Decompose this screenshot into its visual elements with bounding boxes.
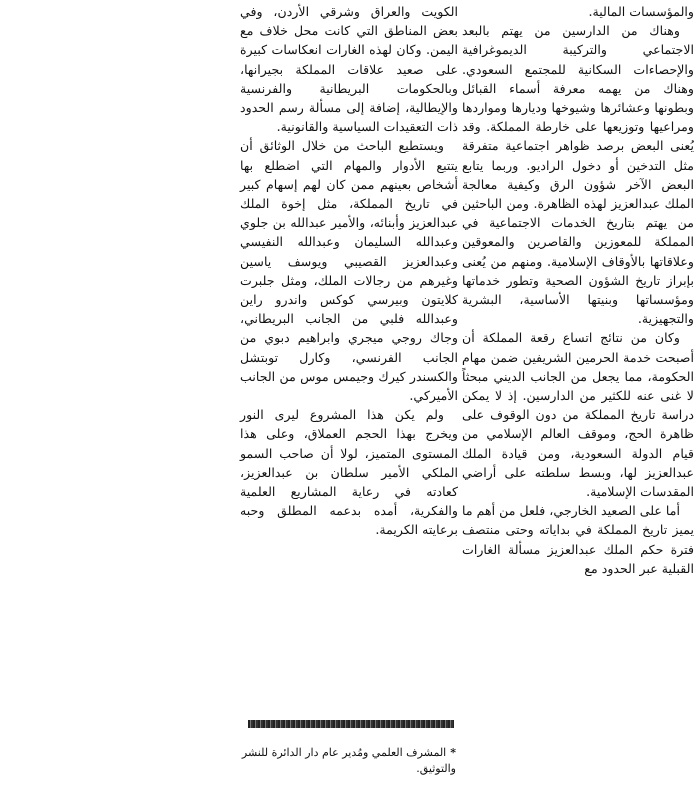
paragraph: والمؤسسات المالية.	[588, 4, 694, 19]
paragraph: ولم يكن هذا المشروع ليرى النور ويخرج بهذا الحجم العملاق، وعلى هذا المستوى المتميز، لولا أن صاحب السمو الملكي الأمير سلطان بن عبدالعزيز، كعادته في رعاية المشاريع العلمية والفكرية، أمده بدعمه المطلق وحبه برعايته الكريمة.	[240, 407, 458, 538]
paragraph: أما على الصعيد الخارجي، فلعل من أهم ما يميز تاريخ المملكة في بداياته وحتى منتصف فترة حكم الملك عبدالعزيز مسألة الغارات القبلية عبر الحدود مع	[462, 503, 694, 576]
paragraph: ويستطيع الباحث من خلال الوثائق أن يتتبع الأدوار والمهام التي اضطلع بها أشخاص بعينهم ممن كان لهم إسهام كبير في تاريخ المملكة، مثل إخوة الملك عبدالعزيز وأبنائه، والأمير عبدالله بن جلوي وعبدالله السليمان وعبدالله النفيسي وعبدالعزيز القصيبي ويوسف ياسين وغيرهم من رجالات الملك، ومثل جلبرت كلايتون وبيرسي كوكس واندرو راين وعبدالله فلبي من الجانب البريطاني، وجاك روجي ميجري وابراهيم دبوي من الجانب الفرنسي، وكارل توبتشل والكسندر كيرك وجيمس موس من الجانب الأميركي.	[240, 138, 458, 404]
paragraph: الكويت والعراق وشرقي الأردن، وفي بعض المناطق التي كانت محل خلاف مع اليمن. وكان لهذه الغارات انعكاسات كبيرة على صعيد علاقات المملكة بجيرانها، وبالحكومات البريطانية والفرنسية والإيطالية، إضافة إلى مسألة رسم الحدود ذات التعقيدات السياسية والقانونية.	[240, 4, 458, 135]
article-column-right	[462, 2, 694, 578]
footnote-divider-bar	[248, 720, 454, 728]
footnote-marker: *	[450, 746, 456, 759]
author-footnote	[240, 745, 456, 777]
footnote-text: المشرف العلمي ومُدير عام دار الدائرة للنشر والتوثيق.	[241, 746, 456, 775]
paragraph: وكان من نتائج اتساع رقعة المملكة أن أصبحت خدمة الحرمين الشريفين ضمن مهام الحكومة، مما يجعل من الجانب الديني مبحثاً لا غنى عنه للكثير من الدارسين. إذ لا يمكن دراسة تاريخ المملكة من دون الوقوف على ظاهرة الحج، وموقف العالم الإسلامي من قيام الدولة السعودية، ومن قيادة الملك عبدالعزيز لها، وبسط سلطته على أراضي المقدسات الإسلامية.	[462, 330, 694, 500]
article-column-left	[240, 2, 458, 540]
paragraph: وهناك من الدارسين من يهتم بالبعد الاجتماعي والتركيبة الديموغرافية والإحصاءات السكانية للمجتمع السعودي. وهناك من يهمه معرفة أسماء القبائل وبطونها وعشائرها وشيوخها وديارها ومواردها ومراعيها وتوزيعها على خارطة المملكة. وقد يُعنى البعض برصد ظواهر اجتماعية متفرقة مثل التدخين أو دخول الراديو. وربما يتابع البعض الآخر شؤون الرق وكيفية معالجة الملك عبدالعزيز لهذه الظاهرة. ومن الباحثين من يهتم بتاريخ الخدمات الاجتماعية في المملكة للمعوزين والقاصرين والمعوقين وعلاقاتها بالأوقاف الإسلامية. ومنهم من يُعنى بإبراز تاريخ الشؤون الصحية وتطور خدماتها ومؤسساتها وبنيتها الأساسية، البشرية والتجهيزية.	[462, 23, 694, 327]
